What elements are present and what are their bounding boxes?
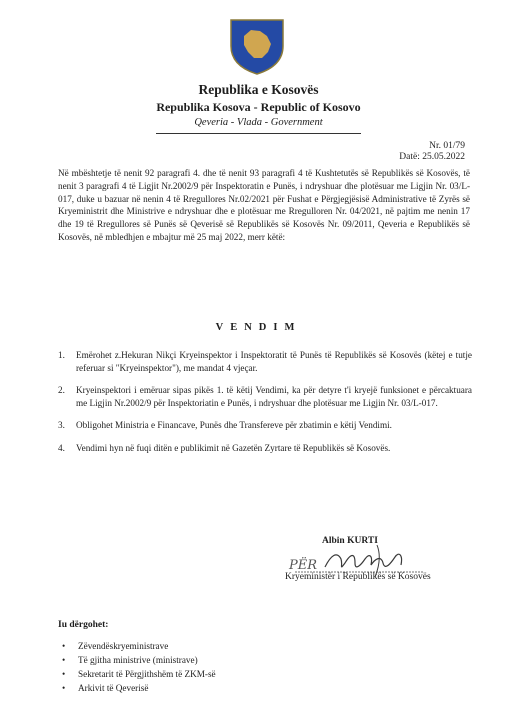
preamble-paragraph: Në mbështetje të nenit 92 paragrafi 4. dhe të nenit 93 paragrafi 4 të Kushtetutës së Republikës së Kosovës, të nenit 3 paragrafi 4 të Ligjit Nr.2002/9 për Inspektoratin e Punës, i ndryshuar dhe plotësuar me Ligjin Nr. 03/L-017, duke u bazuar në nenin 4 të Rregullores Nr.02/2021 për Fushat e Përgjegjësisë Administrative të Zyrës së Kryeministrit dhe Ministrive e ndryshuar dhe e plotësuar me Rregulloren Nr. 04/2021, në pajtim me nenin 17 dhe 19 të Rregullores së Punës së Qeverisë së Republikës së Kosovës Nr. 09/2011, Qeveria e Republikës së Kosovës, në mbledhjen e mbajtur më 25 maj 2022, merr këtë: <box>58 168 470 242</box>
distribution-item: • Të gjitha ministrive (ministrave) <box>58 653 216 667</box>
svg-text:★: ★ <box>272 12 279 20</box>
distribution-heading: Iu dërgohet: <box>58 620 109 630</box>
svg-text:★: ★ <box>243 9 250 17</box>
item-text: Emërohet z.Hekuran Nikçi Kryeinspektor i Inspektoratit të Punës të Republikës së Kosovës (këtej e tutje referuar si "Kryeinspektor"), me mandat 4 vjeçar. <box>76 350 472 373</box>
header-divider <box>156 133 361 134</box>
decision-item <box>58 442 472 455</box>
item-text: Vendimi hyn në fuqi ditën e publikimit në Gazetën Zyrtare të Republikës së Kosovës. <box>76 442 391 453</box>
reference-block <box>399 141 465 163</box>
decision-items <box>58 349 472 454</box>
distribution-item: • Zëvendëskryeministrave <box>58 639 216 653</box>
republic-name-albanian: Republika e Kosovës <box>198 82 319 97</box>
item-number: 4. <box>58 442 65 453</box>
item-number: 1. <box>58 350 65 360</box>
decision-item <box>58 349 472 374</box>
distribution-item: • Arkivit të Qeverisë <box>58 681 216 695</box>
signatory-name: Albin KURTI <box>322 536 378 546</box>
distribution-item: • Sekretarit të Përgjithshëm të ZKM-së <box>58 667 216 681</box>
republic-name-multilingual: Republika Kosova - Republic of Kosovo <box>156 100 361 114</box>
distribution-list <box>58 639 216 695</box>
svg-text:★: ★ <box>258 7 265 16</box>
item-text: Obligohet Ministria e Financave, Punës dhe Transfereve për zbatimin e këtij Vendimi. <box>76 420 392 430</box>
svg-text:★: ★ <box>250 7 257 16</box>
decision-item <box>58 384 472 409</box>
decision-title: VENDIM <box>215 322 302 333</box>
coat-of-arms-icon <box>227 6 287 76</box>
item-number: 2. <box>58 385 65 395</box>
svg-text:★: ★ <box>236 12 243 20</box>
svg-text:★: ★ <box>265 9 272 17</box>
decision-item <box>58 419 472 432</box>
item-text: Kryeinspektori i emëruar sipas pikës 1. të këtij Vendimi, ka për detyre t'i kryejë funksionet e përcaktuara me Ligjin Nr.2002/9 për Inspektoriatin e Punës, i ndryshuar dhe plotësuar me Ligjin Nr. 03/L-017. <box>76 385 472 408</box>
signature-prefix: PËR <box>289 558 318 573</box>
signatory-title: Kryeministër i Republikës së Kosovës <box>285 572 431 582</box>
government-name: Qeveria - Vlada - Government <box>194 117 323 128</box>
item-number: 3. <box>58 420 65 430</box>
reference-number: Nr. 01/79 <box>429 141 465 151</box>
reference-date: Datë: 25.05.2022 <box>399 152 465 162</box>
